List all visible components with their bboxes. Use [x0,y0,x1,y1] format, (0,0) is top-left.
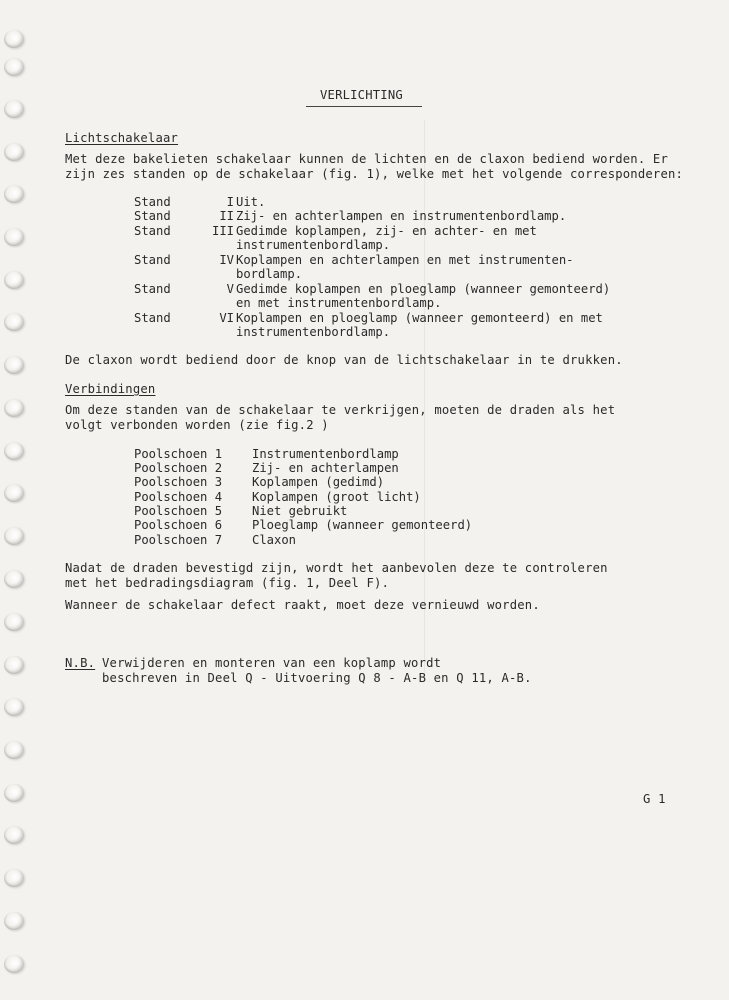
position-label: Stand [134,209,171,223]
position-description: Koplampen en achterlampen en met instrumenten- [236,253,574,267]
position-number: V [226,282,234,296]
binder-hole [4,100,24,118]
intro-line: zijn zes standen op de schakelaar (fig. 1), welke met het volgende corresponderen: [65,167,684,181]
terminal-description: Koplampen (gedimd) [252,475,385,489]
terminal-label: Poolschoen 3 [134,475,223,489]
binder-hole [4,527,24,545]
binder-hole [4,228,24,246]
position-description: instrumentenbordlamp. [236,325,391,339]
terminal-label: Poolschoen 6 [134,518,223,532]
position-label: Stand [134,311,171,325]
position-description: Zij- en achterlampen en instrumentenbordlamp. [236,209,567,223]
position-number: III [211,224,234,238]
defect-note: Wanneer de schakelaar defect raakt, moet deze vernieuwd worden. [65,598,540,612]
position-description: Uit. [236,195,266,209]
nb-label: N.B. [65,656,96,670]
binder-hole [4,570,24,588]
nb-text: beschreven in Deel Q - Uitvoering Q 8 - A-B en Q 11, A-B. [102,671,532,685]
intro-line: Om deze standen van de schakelaar te verkrijgen, moeten de draden als het [65,403,616,417]
binder-hole [4,30,24,48]
terminal-label: Poolschoen 2 [134,461,223,475]
binder-hole [4,484,24,502]
binder-hole [4,912,24,930]
binder-hole [4,741,24,759]
binder-hole [4,613,24,631]
binder-hole [4,784,24,802]
title-rule [306,106,422,107]
page-title: VERLICHTING [320,88,403,102]
position-label: Stand [134,282,171,296]
binder-hole [4,955,24,973]
binder-hole [4,313,24,331]
position-description: Gedimde koplampen en ploeglamp (wanneer gemonteerd) [236,282,611,296]
binder-hole [4,58,24,76]
position-number: II [219,209,234,223]
terminal-description: Ploeglamp (wanneer gemonteerd) [252,518,473,532]
binder-hole [4,826,24,844]
position-description: Gedimde koplampen, zij- en achter- en met [236,224,537,238]
position-label: Stand [134,224,171,238]
terminal-description: Claxon [252,533,297,547]
page-fold-shadow [424,120,425,680]
position-description: en met instrumentenbordlamp. [236,296,442,310]
section-heading-verbindingen: Verbindingen [65,382,156,396]
binder-hole [4,869,24,887]
terminal-label: Poolschoen 7 [134,533,223,547]
binder-hole [4,442,24,460]
binder-holes [0,0,40,1000]
position-description: Koplampen en ploeglamp (wanneer gemonteerd) en met [236,311,603,325]
page-number: G 1 [643,792,666,806]
position-label: Stand [134,195,171,209]
binder-hole [4,399,24,417]
after-line: Nadat de draden bevestigd zijn, wordt het aanbevolen deze te controleren [65,561,608,575]
after-line: met het bedradingsdiagram (fig. 1, Deel F). [65,576,390,590]
position-description: bordlamp. [236,267,303,281]
terminal-label: Poolschoen 4 [134,490,223,504]
section-heading-lichtschakelaar: Lichtschakelaar [65,131,179,145]
terminal-description: Zij- en achterlampen [252,461,399,475]
terminal-label: Poolschoen 1 [134,447,223,461]
position-description: instrumentenbordlamp. [236,238,391,252]
position-number: VI [219,311,234,325]
position-label: Stand [134,253,171,267]
binder-hole [4,185,24,203]
position-number: I [226,195,234,209]
intro-line: Met deze bakelieten schakelaar kunnen de lichten en de claxon bediend worden. Er [65,152,668,166]
binder-hole [4,356,24,374]
nb-text: Verwijderen en monteren van een koplamp wordt [102,656,442,670]
terminal-description: Instrumentenbordlamp [252,447,399,461]
binder-hole [4,656,24,674]
intro-line: volgt verbonden worden (zie fig.2 ) [65,418,329,432]
position-number: IV [219,253,234,267]
binder-hole [4,143,24,161]
terminal-description: Koplampen (groot licht) [252,490,421,504]
binder-hole [4,271,24,289]
binder-hole [4,698,24,716]
terminal-description: Niet gebruikt [252,504,348,518]
terminal-label: Poolschoen 5 [134,504,223,518]
claxon-note: De claxon wordt bediend door de knop van de lichtschakelaar in te drukken. [65,353,623,367]
